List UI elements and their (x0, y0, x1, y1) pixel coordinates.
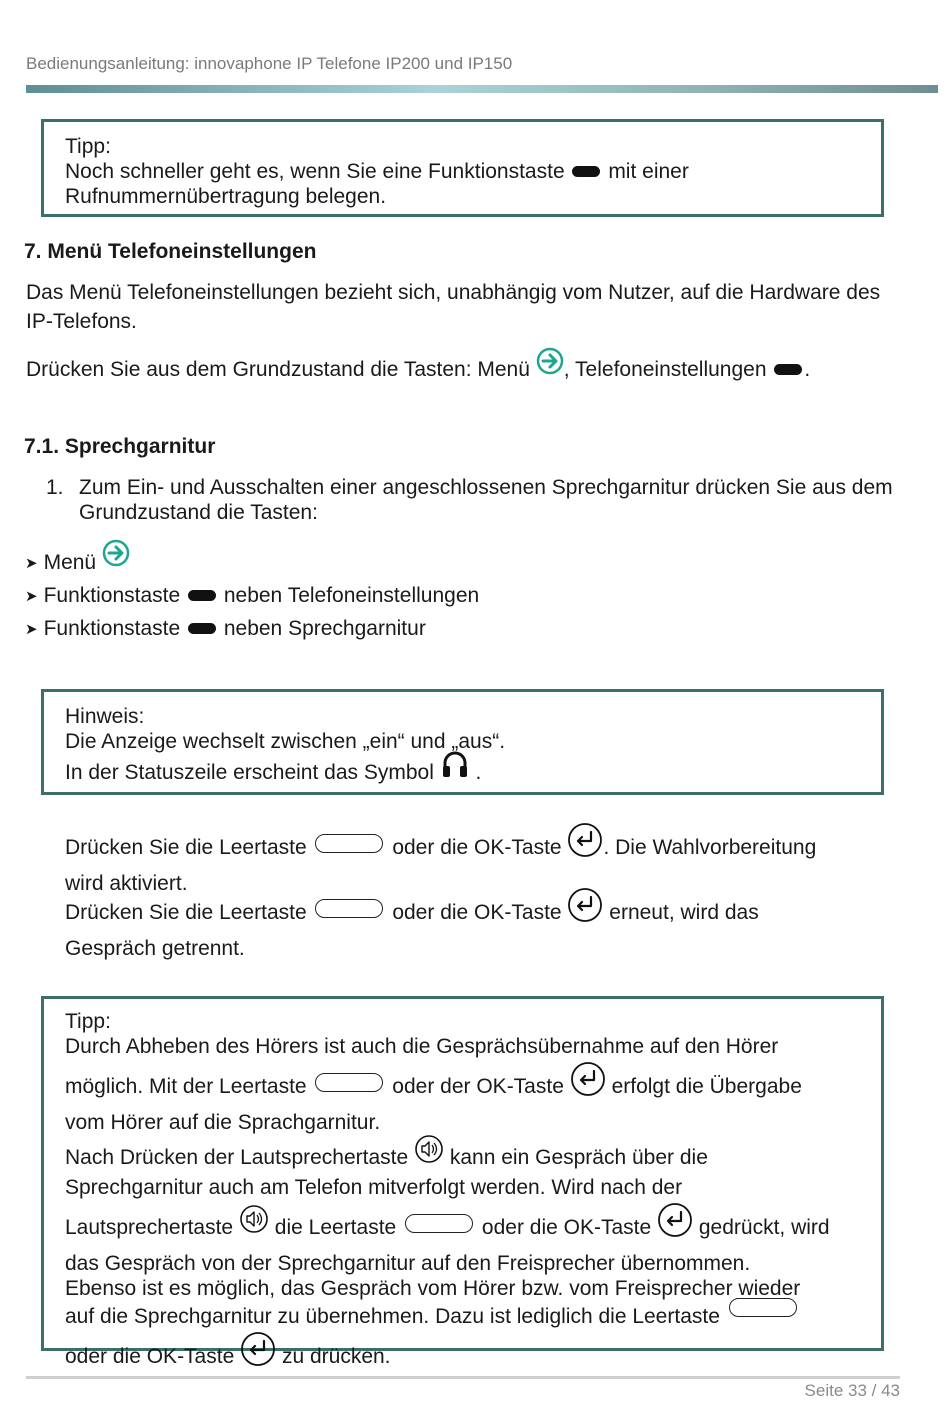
header-divider (26, 85, 938, 93)
page-number: Seite 33 / 43 (804, 1381, 900, 1400)
bullet-arrow-icon: ➤ (25, 621, 38, 638)
ok-key-icon (567, 887, 603, 923)
ok-key-icon (570, 1061, 606, 1097)
section-7-intro: Das Menü Telefoneinstellungen bezieht sich, unabhängig vom Nutzer, auf die Hardware des IP-Telefons. (26, 281, 881, 333)
numbered-item-1: 1. Zum Ein- und Ausschalten einer angeschlossenen Sprechgarnitur drücken Sie aus dem Grundzustand die Tasten: (46, 476, 893, 524)
bullet-item-phone-settings: ➤ Funktionstaste neben Telefoneinstellungen (25, 584, 480, 607)
function-key-icon (188, 623, 216, 634)
speaker-key-icon (414, 1134, 444, 1164)
page-header-title: Bedienungsanleitung: innovaphone IP Telefone IP200 und IP150 (26, 54, 513, 73)
bullet-list (25, 547, 479, 646)
note-box (41, 689, 884, 795)
space-key-icon (729, 1298, 797, 1317)
ok-key-icon (567, 822, 603, 858)
space-key-icon (315, 1073, 383, 1092)
bullet-item-headset: ➤ Funktionstaste neben Sprechgarnitur (25, 617, 426, 640)
bullet-arrow-icon: ➤ (25, 555, 38, 572)
tip-label: Tipp: (65, 135, 111, 158)
section-heading-7-1: 7.1. Sprechgarnitur (24, 435, 216, 458)
menu-arrow-icon (102, 539, 130, 567)
menu-arrow-icon (536, 347, 564, 375)
ok-key-icon (657, 1202, 693, 1238)
speaker-key-icon (239, 1204, 269, 1234)
section-7-press-line: Drücken Sie aus dem Grundzustand die Tasten: Menü , Telefoneinstellungen . (26, 355, 906, 384)
function-key-icon (188, 590, 216, 601)
headset-icon (440, 750, 470, 780)
press-paragraph-1: Drücken Sie die Leertaste oder die OK-Taste . Die Wahlvorbereitung wird aktiviert. (65, 835, 885, 896)
press-paragraph-2: Drücken Sie die Leertaste oder die OK-Taste erneut, wird das Gespräch getrennt. (65, 900, 885, 961)
space-key-icon (315, 899, 383, 918)
ok-key-icon (240, 1331, 276, 1367)
bullet-item-menu: ➤ Menü (25, 547, 479, 580)
note-line-1: Die Anzeige wechselt zwischen „ein“ und „aus“. (65, 730, 506, 753)
note-line-2: In der Statuszeile erscheint das Symbol . (65, 760, 861, 790)
tip-line-2: Rufnummernübertragung belegen. (65, 185, 387, 208)
tip-line-1: Noch schneller geht es, wenn Sie eine Funktionstaste mit einer (65, 160, 689, 183)
bullet-arrow-icon: ➤ (25, 588, 38, 605)
space-key-icon (315, 834, 383, 853)
note-label: Hinweis: (65, 705, 145, 728)
footer-divider (26, 1376, 900, 1379)
tip-box-2: Tipp: Durch Abheben des Hörers ist auch die Gesprächsübernahme auf den Hörer möglich. Mit der Leertaste oder der OK-Taste erfolgt die Übergabe vom Hörer auf die Sprachgarnitur. Nach Drücken der Lautsprechertaste kann ein Gespräch über die Sprechgarnitur auch am Telefon mitverfolgt werden. Wird nach der Lautsprechertaste die Leertaste oder die OK-Taste gedrückt, wird das Gespräch von der Sprechgarnitur auf den Freisprecher übernommen. Ebenso ist es möglich, das Gespräch vom Hörer bzw. vom Freisprecher wieder auf die Sprechgarnitur zu übernehmen. Dazu ist lediglich die Leertaste oder die OK-Taste zu drücken. (41, 996, 884, 1351)
space-key-icon (405, 1214, 473, 1233)
function-key-icon (774, 364, 802, 375)
section-heading-7: 7. Menü Telefoneinstellungen (24, 240, 317, 263)
tip2-label: Tipp: (65, 1010, 111, 1033)
function-key-icon (572, 166, 600, 177)
tip-box-1 (41, 119, 884, 217)
